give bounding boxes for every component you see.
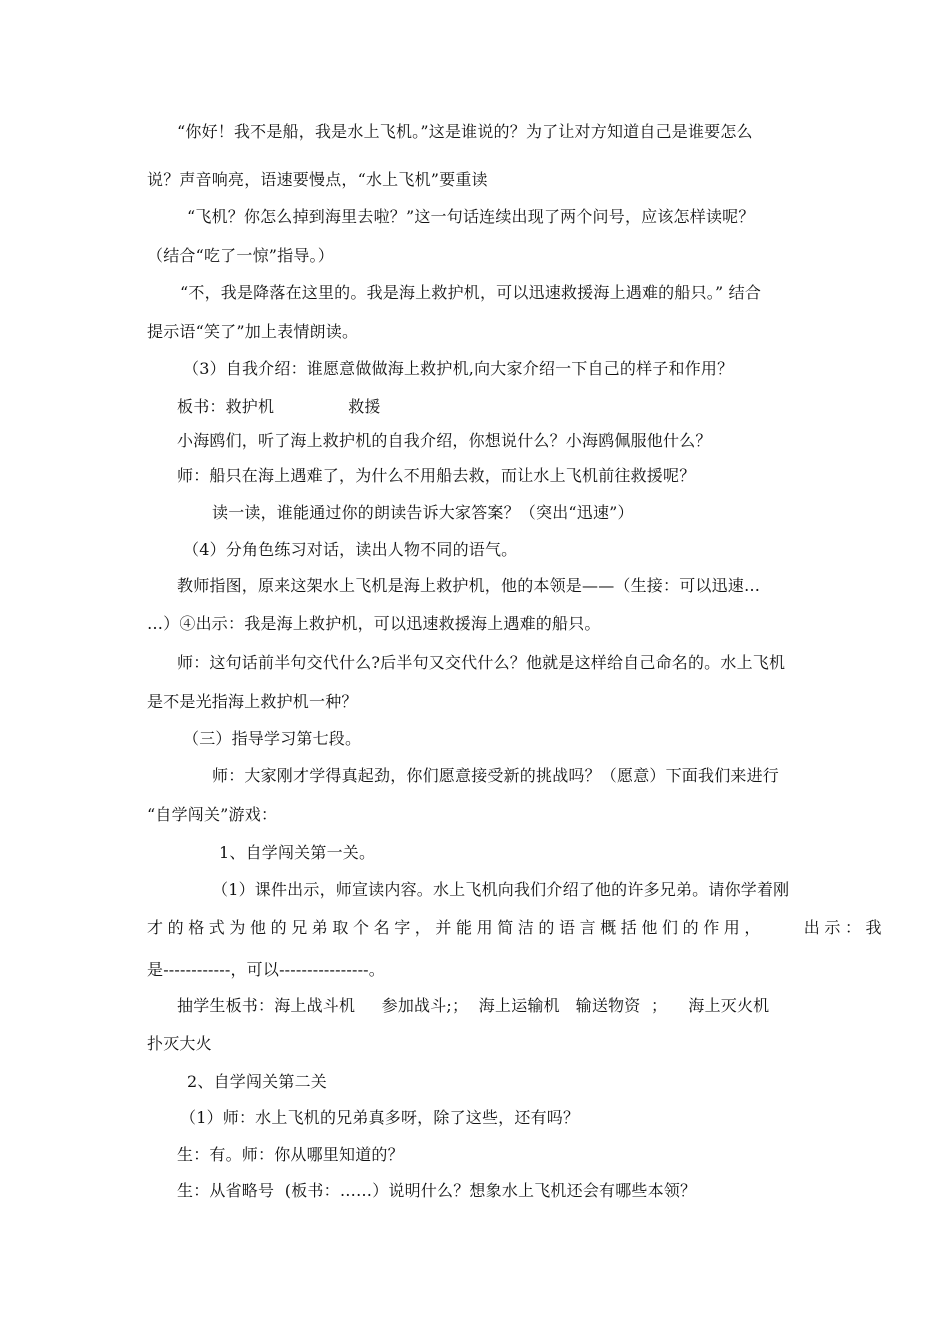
text-line: “飞机？你怎么掉到海里去啦？”这一句话连续出现了两个问号，应该怎样读呢？ [187,207,755,226]
text-line: （三）指导学习第七段。 [183,729,362,748]
text-line: “你好！我不是船，我是水上飞机。”这是谁说的？为了让对方知道自己是谁要怎么 [177,122,753,141]
text-line: 小海鸥们，听了海上救护机的自我介绍，你想说什么？小海鸥佩服他什么？ [177,431,712,450]
text-line: 提示语“笑了”加上表情朗读。 [147,322,359,341]
text-line: 是------------，可以----------------。 [147,960,385,979]
text-line: “不，我是降落在这里的。我是海上救护机，可以迅速救援海上遇难的船只。” 结合 [180,283,762,302]
text-line: 生：有。师：你从哪里知道的？ [177,1145,404,1164]
text-line: …）④出示：我是海上救护机，可以迅速救援海上遇难的船只。 [147,614,601,633]
text-line: （3）自我介绍：谁愿意做做海上救护机,向大家介绍一下自己的样子和作用？ [183,359,734,378]
text-line: 读一读，谁能通过你的朗读告诉大家答案？（突出“迅速”） [212,503,634,522]
text-line: 说？声音响亮，语速要慢点，“水上飞机”要重读 [147,170,488,189]
text-line: 扑灭大火 [147,1034,212,1053]
text-line: 师：这句话前半句交代什么?后半句又交代什么？他就是这样给自己命名的。水上飞机 [177,653,786,672]
text-line: 生：从省略号 (板书：……）说明什么？想象水上飞机还会有哪些本领？ [177,1181,697,1200]
text-line: 抽学生板书：海上战斗机 参加战斗;； 海上运输机 输送物资 ； 海上灭火机 [177,996,770,1015]
text-line: 师：船只在海上遇难了，为什么不用船去救，而让水上飞机前往救援呢？ [177,466,696,485]
text-line: （4）分角色练习对话，读出人物不同的语气。 [183,540,518,559]
text-line: 师：大家刚才学得真起劲，你们愿意接受新的挑战吗？（愿意）下面我们来进行 [212,766,780,785]
text-line: （结合“吃了一惊”指导。） [147,246,334,265]
text-line: （1）师：水上飞机的兄弟真多呀，除了这些，还有吗？ [180,1108,580,1127]
text-line: 教师指图，原来这架水上飞机是海上救护机，他的本领是——（生接：可以迅速… [177,576,761,595]
text-line: 是不是光指海上救护机一种？ [147,692,358,711]
text-line: 板书：救护机 救援 [177,397,381,416]
text-line: 1、自学闯关第一关。 [219,843,376,862]
text-line: “自学闯关”游戏： [147,805,278,824]
text-line: （1）课件出示，师宣读内容。水上飞机向我们介绍了他的许多兄弟。请你学着刚 [212,880,790,899]
text-line: 才的格式为他的兄弟取个名字，并能用简洁的语言概括他们的作用， 出示：我 [147,918,887,937]
text-line: 2、自学闯关第二关 [187,1072,327,1091]
